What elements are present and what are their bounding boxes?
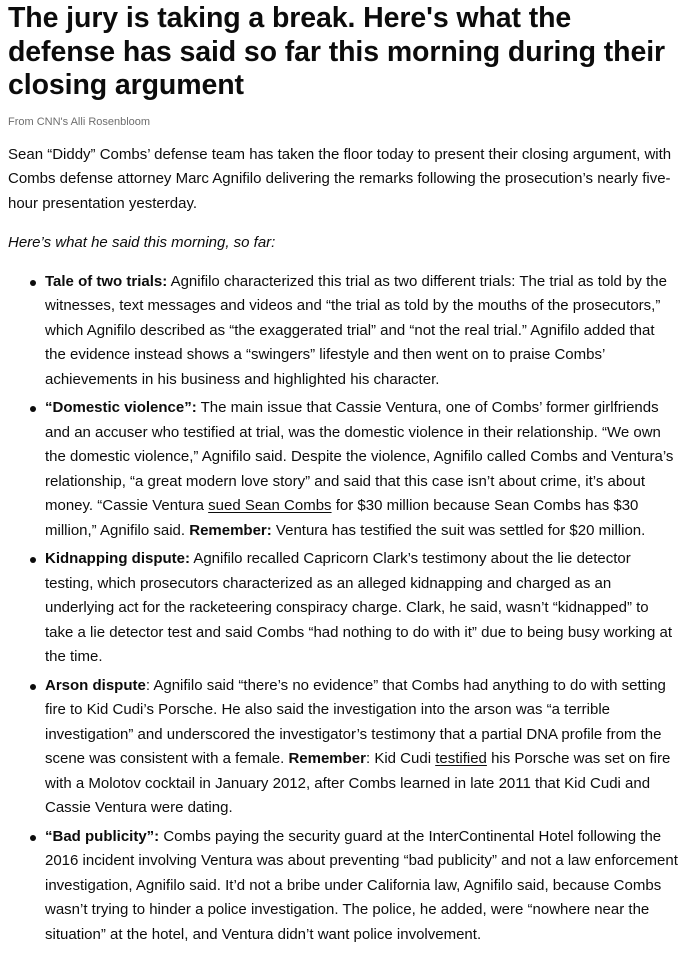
byline: From CNN's Alli Rosenbloom (8, 115, 151, 128)
list-item-arson-dispute (45, 674, 679, 821)
sued-sean-combs-link[interactable]: sued Sean Combs (208, 497, 332, 514)
point-title: “Domestic violence”: (45, 399, 197, 416)
list-item-domestic-violence (45, 396, 679, 543)
point-text: Combs paying the security guard at the InterContinental Hotel following the 2016 incident involving Ventura was about preventing “bad publicity” and not a law enforcement investigation, Agnifilo said. It’d not a bribe under California law, Agnifilo said, because Combs wasn’t trying to hinder a police investigation. The police, he added, were “nowhere near the situation” at the hotel, and Ventura didn’t want police involvement. (45, 827, 678, 943)
point-text: : Agnifilo said “there’s no evidence” that Combs had anything to do with setting fire to Kid Cudi’s Porsche. He also said the investigation into the arson was “a terrible investigation” and underscored the investigator’s testimony that a partial DNA profile from the scene was consistent with a female. (45, 676, 666, 767)
point-title: Arson dispute (45, 676, 146, 694)
bullet-icon (30, 406, 36, 412)
point-text: for $30 million because Sean Combs has $30 million,” Agnifilo said. (45, 497, 639, 539)
list-item-kidnapping-dispute (45, 547, 679, 670)
headline: The jury is taking a break. Here's what the defense has said so far this morning during their closing argument (8, 2, 666, 101)
list-item-tale-of-two-trials (45, 270, 679, 393)
point-text: Agnifilo characterized this trial as two different trials: The trial as told by the witnesses, text messages and videos and “the trial as told by the mouths of the prosecutors,” which Agnifilo described as “the exaggerated trial” and “not the real trial.” Agnifilo added that the evidence instead shows a “swingers” lifestyle and then went on to praise Combs’ achievements in his business and highlighted his character. (45, 272, 667, 388)
bullet-icon (30, 684, 36, 690)
bullet-icon (30, 835, 36, 841)
list-item-bad-publicity (45, 825, 679, 948)
bullet-icon (30, 280, 36, 286)
point-text: his Porsche was set on fire with a Molotov cocktail in January 2012, after Combs learned in late 2011 that Kid Cudi and Cassie Ventura were dating. (45, 750, 671, 816)
point-title: “Bad publicity”: (45, 827, 160, 845)
key-points-list (8, 270, 679, 948)
bullet-icon (30, 557, 36, 563)
remember-label: Remember (288, 750, 366, 767)
remember-label: Remember: (189, 521, 272, 539)
lead-paragraph: Here’s what he said this morning, so far: (8, 234, 276, 251)
point-title: Kidnapping dispute: (45, 550, 190, 567)
point-text: : Kid Cudi (366, 750, 436, 767)
point-text: Agnifilo recalled Capricorn Clark’s testimony about the lie detector testing, which prosecutors characterized as an alleged kidnapping and charged as an underlying act for the racketeering conspiracy charge. Clark, he said, wasn’t “kidnapped” to take a lie detector test and said Combs “had nothing to do with it” due to being busy working at the time. (45, 550, 673, 665)
point-title: Tale of two trials: (45, 272, 168, 290)
point-text: Ventura has testified the suit was settled for $20 million. (271, 521, 646, 539)
testified-link[interactable]: testified (435, 750, 487, 767)
point-text: The main issue that Cassie Ventura, one of Combs’ former girlfriends and an accuser who testified at trial, was the domestic violence in their relationship. “We own the domestic violence,” Agnifilo said. Despite the violence, Agnifilo called Combs and Ventura’s relationship, “a great modern love story” and said that this case isn’t about crime, it’s about money. “Cassie Ventura (45, 399, 674, 514)
intro-paragraph: Sean “Diddy” Combs’ defense team has taken the floor today to present their closing argument, with Combs defense attorney Marc Agnifilo delivering the remarks following the prosecution’s nearly five-hour presentation yesterday. (8, 145, 672, 212)
